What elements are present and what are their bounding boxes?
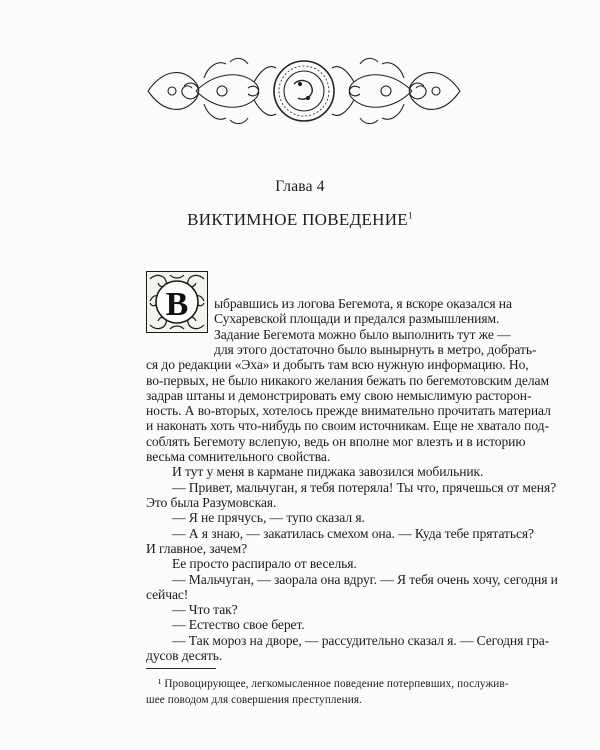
body-line: Сухаревской площади и предался размышлениям. [214,311,500,327]
body-line: — А я знаю, — закатилась смехом она. — Куда тебе прятаться? [172,525,534,541]
body-line: — Мальчуган, — заорала она вдруг. — Я тебя очень хочу, сегодня и [172,571,558,587]
chapter-number: Глава 4 [275,178,325,195]
body-line: во-первых, не было никакого желания бежать по бегемотовским делам [146,372,549,388]
body-line: — Привет, мальчуган, я тебя потеряла! Ты что, прячешься от меня? [172,479,557,495]
body-line: ность. А во-вторых, хотелось прежде внимательно прочитать материал [146,403,551,419]
body-line: — Что так? [172,602,238,618]
body-line: дусов десять. [146,648,223,663]
drop-cap-initial [146,271,208,333]
body-line: — Естество свое берет. [172,617,305,633]
body-line: Это была Разумовская. [146,495,277,510]
chapter-title [0,210,600,230]
footnote-line: шее поводом для совершения преступления. [146,694,362,706]
drop-cap-letter: В [165,286,189,323]
footnote-divider [146,668,216,669]
body-line: — Я не прячусь, — тупо сказал я. [172,510,365,526]
body-line: И тут у меня в кармане пиджака завозился мобильник. [172,464,484,480]
body-line: сейчас! [146,586,189,602]
ornamental-header-vignette [144,48,464,134]
footnote-reference-mark: 1 [408,210,413,221]
body-line: ся до редакции «Эха» и добыть там всю нужную информацию. Но, [146,357,529,373]
body-line: соблять Бегемоту вслепую, ведь он вполне мог влезть и в историю [146,433,526,449]
body-line: задрав штаны и демонстрировать ему свою немыслимую расторон- [146,387,532,403]
body-line: — Так мороз на дворе, — рассудительно сказал я. — Сегодня гра- [172,632,550,648]
body-line: Задание Бегемота можно было выполнить тут же — [214,326,511,342]
body-line: для этого достаточно было вынырнуть в метро, добрать- [214,341,537,357]
body-line: ыбравшись из логова Бегемота, я вскоре оказался на [214,296,512,311]
body-line: весьма сомнительного свойства. [146,449,331,464]
chapter-title-text: ВИКТИМНОЕ ПОВЕДЕНИЕ [187,210,408,229]
body-line: и наконать хоть что-нибудь по своим источникам. Еще не хватало под- [146,418,549,434]
body-line: Ее просто распирало от веселья. [172,556,357,572]
footnote-line: ¹ Провоцирующее, легкомысленное поведение потерпевших, послужив- [158,678,509,690]
body-line: И главное, зачем? [146,540,248,556]
